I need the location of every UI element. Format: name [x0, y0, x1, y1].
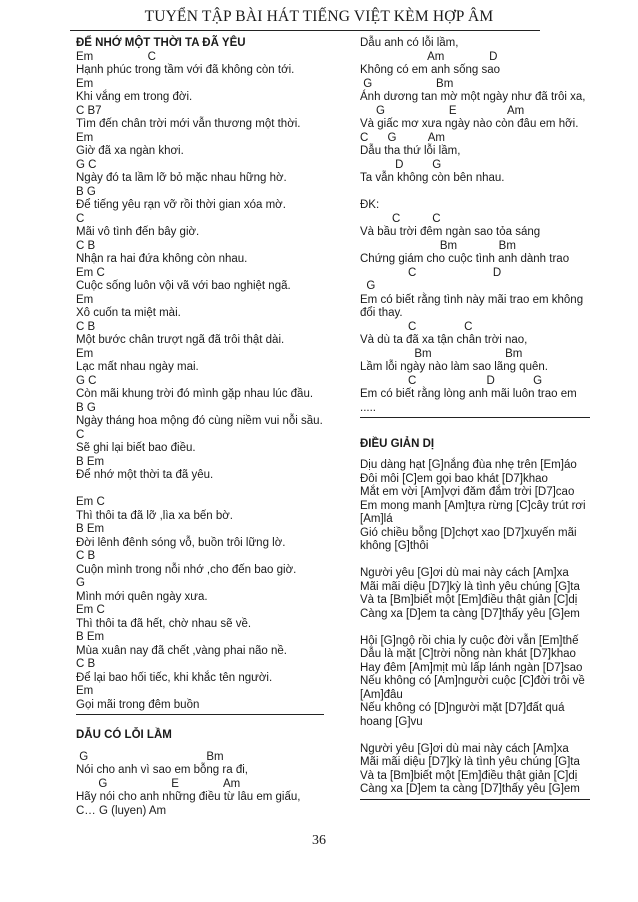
lyric-line: C B: [76, 239, 96, 252]
lyric-line: B Em: [76, 523, 105, 535]
lyric-line: G C: [76, 158, 97, 171]
lyric-line: Hãy nói cho anh những điều từ lâu em giấu,: [76, 791, 301, 803]
lyric-line: Mùa xuân nay đã chết ,vàng phai não nề.: [76, 644, 287, 657]
lyric-line: Nhận ra hai đứa không còn nhau.: [76, 253, 248, 265]
lyric-line: ĐK:: [360, 199, 380, 211]
lyric-line: Em có biết rằng tình này mãi trao em không đổi thay.: [360, 293, 587, 319]
lyric-line: Thì thôi ta đã lỡ ,lìa xa bến bờ.: [76, 509, 234, 522]
lyric-line: C: [76, 428, 85, 441]
song-title-dieu-gian-di: ĐIỀU GIẢN DỊ: [360, 437, 435, 450]
lyric-line: Cuộc sống luôn vội vã với bao nghiệt ngã.: [76, 280, 291, 292]
lyric-line: Mãi mãi diệu [D7]kỳ là tình yêu chúng [G]ta: [360, 580, 580, 593]
lyric-line: C B: [76, 658, 96, 670]
lyric-line: [360, 186, 590, 200]
lyric-line: Hạnh phúc trong tầm với đã không còn tới.: [76, 64, 295, 76]
lyric-line: Xô cuốn ta miệt mài.: [76, 307, 181, 319]
lyric-line: Dịu dàng hạt [G]nắng đùa nhẹ trên [Em]áo: [360, 459, 577, 471]
lyric-line: C B: [76, 320, 96, 333]
lyric-line: Em có biết rằng lòng anh mãi luôn trao em .....: [360, 388, 580, 414]
lyric-line: Em: [76, 685, 94, 697]
lyric-line: Càng xa [D]em ta càng [D7]thấy yêu [G]em: [360, 607, 580, 620]
lyric-line: Đôi môi [C]em gọi bao khát [D7]khao: [360, 472, 548, 485]
lyric-line: Để nhớ một thời ta đã yêu.: [76, 469, 214, 481]
lyric-line: C C: [360, 212, 441, 225]
lyric-line: Không có em anh sống sao: [360, 64, 501, 76]
lyric-line: B G: [76, 401, 96, 414]
lyric-line: [76, 483, 324, 497]
header-divider: [70, 30, 540, 31]
lyric-line: Khi vắng em trong đời.: [76, 91, 193, 103]
lyric-line: Em: [76, 293, 94, 306]
lyric-line: Ngày tháng hoa mộng đó cùng niềm vui nỗi sầu.: [76, 415, 323, 427]
lyric-line: G: [360, 280, 376, 292]
lyric-line: B Em: [76, 631, 105, 643]
lyric-line: C D G: [360, 374, 543, 387]
lyric-line: Ta vẫn không còn bên nhau.: [360, 172, 505, 184]
page-number: 36: [312, 833, 326, 848]
lyric-line: D G: [360, 158, 442, 171]
lyric-line: Em: [76, 77, 94, 90]
lyric-line: Sẽ ghi lại biết bao điều.: [76, 442, 196, 454]
lyric-line: G E Am: [76, 777, 241, 790]
lyric-line: Hội [G]ngộ rồi chia ly cuộc đời vẫn [Em]thế: [360, 634, 579, 647]
lyric-line: G E Am: [360, 104, 525, 117]
lyric-line: Người yêu [G]ơi dù mai này cách [Am]xa: [360, 742, 569, 755]
lyric-line: G: [76, 577, 85, 589]
lyric-line: G Bm: [76, 750, 224, 763]
lyric-line: C B: [76, 550, 96, 562]
lyric-line: B G: [76, 185, 96, 198]
lyric-line: Người yêu [G]ơi dù mai này cách [Am]xa: [360, 567, 569, 579]
lyric-line: C G Am: [360, 131, 445, 144]
lyric-line: Nếu không có [Am]người cuộc [C]đời trôi về [Am]đâu: [360, 675, 588, 701]
left-column: [76, 37, 324, 818]
lyric-line: Và dù ta đã xa tận chân trời nao,: [360, 334, 528, 346]
lyric-line: B Em: [76, 455, 105, 468]
lyric-line: Mãi vô tình đến bây giờ.: [76, 226, 200, 238]
lyric-line: C C: [360, 320, 473, 333]
lyric-line: Em C: [76, 604, 105, 616]
section-divider: [76, 714, 324, 715]
lyric-line: Và giấc mơ xưa ngày nào còn đâu em hỡi.: [360, 118, 579, 130]
lyric-line: Lạc mất nhau ngày mai.: [76, 361, 199, 373]
lyric-line: Thì thôi ta đã hết, chờ nhau sẽ về.: [76, 617, 252, 630]
lyric-line: Em mong manh [Am]tựa rừng [C]cây trút rơi [Am]lá: [360, 499, 589, 525]
lyric-line: Đời lênh đênh sóng vỗ, buồn trôi lững lờ.: [76, 536, 286, 549]
lyric-line: Lầm lỗi ngày nào làm sao lãng quên.: [360, 361, 548, 373]
lyric-line: Bm Bm: [360, 347, 523, 360]
page-header: TUYỂN TẬP BÀI HÁT TIẾNG VIỆT KÈM HỢP ÂM: [144, 8, 494, 25]
lyric-line: Giờ đã xa ngàn khơi.: [76, 145, 184, 157]
section-divider-end: [360, 799, 590, 800]
lyric-line: Ánh dương tan mờ một ngày như đã trôi xa,: [360, 91, 586, 103]
lyric-line: Gió chiều bỗng [D]chợt xao [D7]xuyến mãi không [G]thôi: [360, 526, 580, 552]
song-lyrics-dieu-gian-di: [360, 459, 590, 797]
song-lyrics-de-nho: [76, 51, 324, 713]
lyric-line: C: [76, 212, 85, 225]
lyric-line: Tìm đến chân trời mới vẫn thương một thời.: [76, 118, 301, 130]
lyric-line: C B7: [76, 104, 102, 117]
lyric-line: Gọi mãi trong đêm buồn: [76, 698, 200, 711]
lyric-line: Em C: [76, 266, 105, 279]
lyric-line: C D: [360, 266, 502, 279]
lyric-line: Mãi mãi diệu [D7]kỳ là tình yêu chúng [G]ta: [360, 756, 580, 768]
song-title-dau-co-loi-lam: DẪU CÓ LỖI LẦM: [76, 729, 172, 741]
lyric-line: Ngày đó ta lầm lỡ bỏ mặc nhau hững hờ.: [76, 172, 287, 184]
section-divider-right: [360, 417, 590, 418]
song-lyrics-dau-co-loi-lam: [76, 751, 324, 819]
song-title-de-nho: ĐỂ NHỚ MỘT THỜI TA ĐÃ YÊU: [76, 37, 246, 49]
lyric-line: Để lại bao hối tiếc, khi khắc tên người.: [76, 671, 273, 684]
lyric-line: Mình mới quên ngày xưa.: [76, 590, 208, 603]
lyric-line: Dẫu là mặt [C]trời nồng nàn khát [D7]khao: [360, 648, 576, 660]
lyric-line: Em: [76, 131, 94, 144]
lyric-line: Chứng giám cho cuộc tình anh dành trao: [360, 253, 570, 265]
lyric-line: Bm Bm: [360, 239, 516, 252]
song-lyrics-dau-co-loi-lam-continued: [360, 37, 590, 415]
lyric-line: Và bầu trời đêm ngàn sao tỏa sáng: [360, 226, 541, 238]
lyric-line: Và ta [Bm]biết một [Em]điều thật giản [C]dị: [360, 594, 578, 606]
lyric-line: Một bước chân trượt ngã đã trôi thật dài.: [76, 334, 285, 346]
lyric-line: Dẫu tha thứ lỗi lầm,: [360, 145, 461, 157]
lyric-line: G C: [76, 374, 97, 387]
lyric-line: Nói cho anh vì sao em bỗng ra đi,: [76, 764, 248, 776]
lyric-line: Dẫu anh có lỗi lầm,: [360, 37, 459, 49]
lyric-line: Nếu không có [D]người mặt [D7]đất quá hoang [G]vu: [360, 702, 568, 728]
lyric-line: Cuộn mình trong nỗi nhớ ,cho đến bao giờ.: [76, 563, 297, 576]
lyric-line: Và ta [Bm]biết một [Em]điều thật giản [C]dị: [360, 769, 578, 782]
lyric-line: Em C: [76, 496, 105, 508]
right-column: [360, 37, 590, 806]
lyric-line: G Bm: [360, 77, 454, 90]
lyric-line: Càng xa [D]em ta càng [D7]thấy yêu [G]em: [360, 783, 580, 795]
lyric-line: Để tiếng yêu rạn vỡ rồi thời gian xóa mờ.: [76, 199, 286, 211]
lyric-line: Hay đêm [Am]mịt mù lấp lánh ngàn [D7]sao: [360, 661, 583, 674]
lyric-line: Em C: [76, 50, 156, 63]
lyric-line: Am D: [360, 50, 498, 63]
lyric-line: Còn mãi khung trời đó mình gặp nhau lúc đầu.: [76, 388, 314, 400]
lyric-line: Mắt em vời [Am]vợi đăm đắm trời [D7]cao: [360, 486, 575, 498]
lyric-line: Em: [76, 347, 94, 360]
lyric-line: C… G (luyen) Am: [76, 804, 167, 817]
